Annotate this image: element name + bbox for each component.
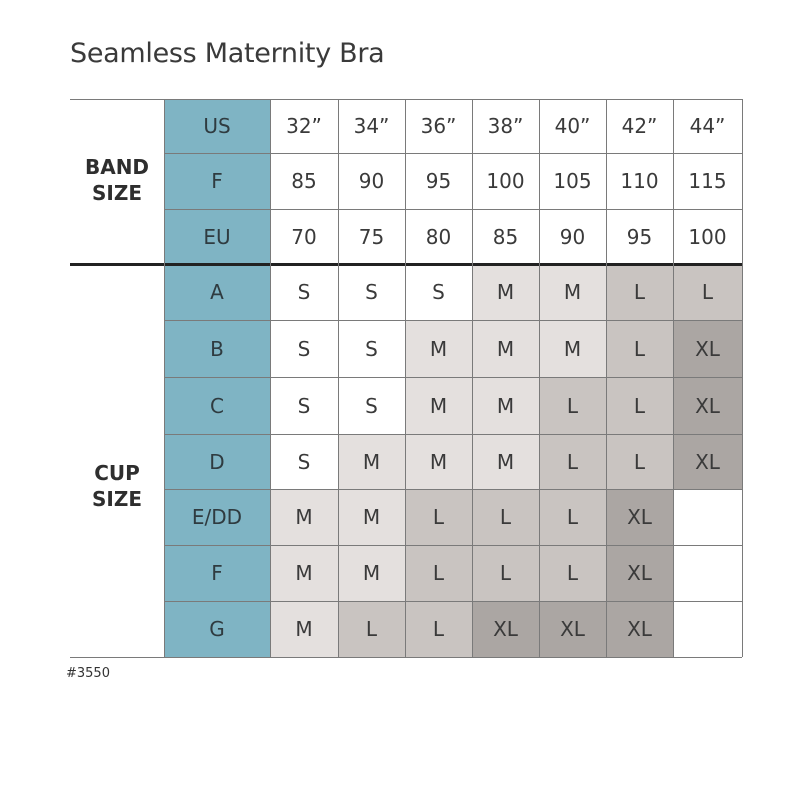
cup-size-cell: M [472, 434, 539, 489]
band-value-cell: 100 [673, 209, 742, 264]
cup-row-header: D [164, 434, 270, 489]
row-divider [164, 153, 742, 154]
cup-size-cell: L [405, 601, 472, 657]
product-code: #3550 [66, 666, 110, 681]
page-title: Seamless Maternity Bra [70, 38, 385, 69]
cup-size-cell [673, 601, 742, 657]
column-divider [742, 99, 743, 657]
band-value-cell: 90 [338, 153, 405, 209]
cup-row-header: G [164, 601, 270, 657]
cup-row-header: A [164, 264, 270, 320]
cup-size-label [70, 460, 164, 512]
cup-size-cell: M [270, 545, 338, 601]
cup-size-cell: M [539, 264, 606, 320]
cup-size-cell: XL [673, 320, 742, 377]
cup-size-cell: L [405, 545, 472, 601]
cup-size-cell: XL [673, 377, 742, 434]
column-divider [673, 99, 674, 657]
cup-size-label-line1: CUP [94, 461, 140, 485]
band-row-header: F [164, 153, 270, 209]
cup-size-cell: XL [606, 601, 673, 657]
cup-size-cell: S [270, 434, 338, 489]
cup-size-cell: L [539, 434, 606, 489]
cup-size-cell [673, 545, 742, 601]
cup-size-cell: L [606, 264, 673, 320]
cup-row-header: C [164, 377, 270, 434]
cup-size-cell: M [338, 489, 405, 545]
row-divider [164, 320, 742, 321]
cup-size-cell: L [606, 434, 673, 489]
cup-size-cell [673, 489, 742, 545]
cup-size-cell: L [472, 489, 539, 545]
cup-size-cell: L [539, 377, 606, 434]
band-size-label-line1: BAND [84, 155, 150, 179]
band-value-cell: 75 [338, 209, 405, 264]
column-divider [606, 99, 607, 657]
row-divider [164, 377, 742, 378]
column-divider [472, 99, 473, 657]
cup-size-cell: S [270, 377, 338, 434]
cup-size-cell: S [270, 264, 338, 320]
cup-size-cell: XL [472, 601, 539, 657]
band-row-header: US [164, 99, 270, 153]
band-row-header: EU [164, 209, 270, 264]
row-divider [164, 209, 742, 210]
cup-row-header: F [164, 545, 270, 601]
cup-size-cell: XL [539, 601, 606, 657]
section-divider [70, 263, 742, 266]
column-divider [270, 99, 271, 657]
cup-size-label-line2: SIZE [91, 487, 142, 511]
cup-size-cell: XL [673, 434, 742, 489]
row-divider [164, 545, 742, 546]
column-divider [338, 99, 339, 657]
cup-size-cell: S [405, 264, 472, 320]
cup-size-cell: L [673, 264, 742, 320]
table-top-border [70, 99, 742, 100]
band-value-cell: 110 [606, 153, 673, 209]
row-divider [164, 601, 742, 602]
cup-size-cell: M [405, 434, 472, 489]
cup-size-cell: M [338, 545, 405, 601]
band-value-cell: 70 [270, 209, 338, 264]
size-chart [70, 99, 742, 657]
band-value-cell: 100 [472, 153, 539, 209]
band-value-cell: 115 [673, 153, 742, 209]
cup-size-cell: M [270, 489, 338, 545]
band-size-label [70, 154, 164, 206]
cup-size-cell: M [472, 264, 539, 320]
cup-size-cell: S [338, 377, 405, 434]
column-divider [405, 99, 406, 657]
band-value-cell: 44” [673, 99, 742, 153]
cup-size-cell: M [472, 377, 539, 434]
cup-size-cell: S [338, 264, 405, 320]
column-divider [164, 99, 165, 657]
cup-size-cell: L [539, 545, 606, 601]
cup-size-cell: L [539, 489, 606, 545]
cup-row-header: B [164, 320, 270, 377]
cup-row-header: E/DD [164, 489, 270, 545]
cup-size-cell: L [405, 489, 472, 545]
band-value-cell: 90 [539, 209, 606, 264]
cup-size-cell: L [472, 545, 539, 601]
band-value-cell: 34” [338, 99, 405, 153]
cup-size-cell: M [270, 601, 338, 657]
band-value-cell: 32” [270, 99, 338, 153]
cup-size-cell: M [539, 320, 606, 377]
cup-size-cell: XL [606, 489, 673, 545]
band-value-cell: 85 [270, 153, 338, 209]
cup-size-cell: M [472, 320, 539, 377]
band-value-cell: 85 [472, 209, 539, 264]
row-divider [164, 434, 742, 435]
band-value-cell: 40” [539, 99, 606, 153]
band-value-cell: 36” [405, 99, 472, 153]
cup-size-cell: L [606, 320, 673, 377]
column-divider [539, 99, 540, 657]
cup-size-cell: M [405, 377, 472, 434]
cup-size-cell: L [338, 601, 405, 657]
cup-size-cell: M [338, 434, 405, 489]
cup-size-cell: XL [606, 545, 673, 601]
cup-size-cell: L [606, 377, 673, 434]
band-value-cell: 42” [606, 99, 673, 153]
band-value-cell: 95 [606, 209, 673, 264]
band-size-label-line2: SIZE [91, 181, 142, 205]
table-bottom-border [70, 657, 742, 658]
row-divider [164, 489, 742, 490]
band-value-cell: 80 [405, 209, 472, 264]
band-value-cell: 38” [472, 99, 539, 153]
cup-size-cell: S [270, 320, 338, 377]
cup-size-cell: S [338, 320, 405, 377]
band-value-cell: 95 [405, 153, 472, 209]
cup-size-cell: M [405, 320, 472, 377]
band-value-cell: 105 [539, 153, 606, 209]
